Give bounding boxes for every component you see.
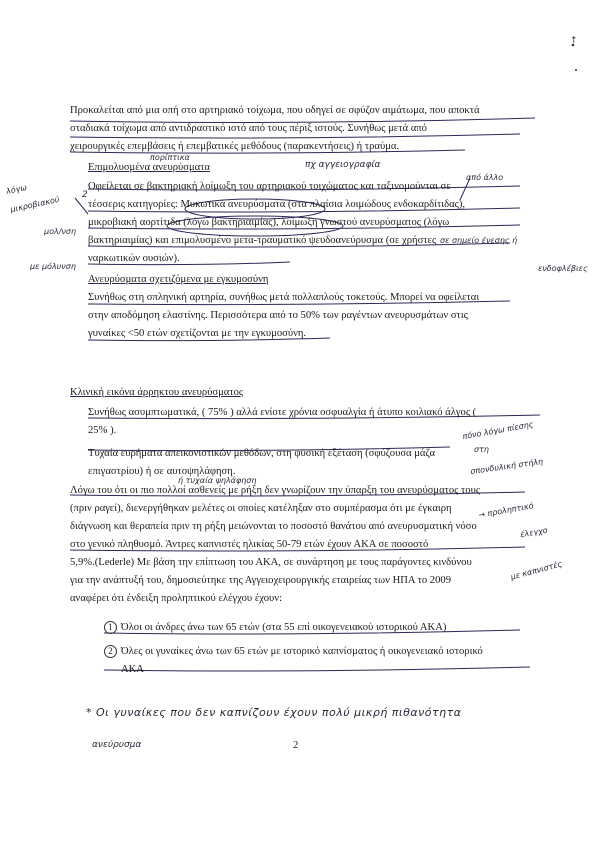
clinical-para-6: για την ανάπτυξή του, δημοσιεύτηκε της Αγγειοχειρουργικής εταιρείας των ΗΠΑ το 2009 [70,575,451,586]
hand-top-mark: ↑ [570,36,578,46]
infected-heading: Επιμολυσμένα ανευρύσματα [88,162,210,173]
infected-line-5: ναρκωτικών ουσιών). [88,253,180,264]
hand-note-right-2: ενδοφλέβιες [538,264,588,273]
infected-line-1: Οφείλεται σε βακτηριακή λοίμωξη του αρτηριακού τοιχώματος και ταξινομούνται σε [88,181,451,192]
pregnancy-line-2: στην αποδόμηση ελαστίνης. Περισσότερα από το 50% των ραγέντων ανευρυσμάτων στις [88,310,468,321]
screening-item-2 [104,645,483,659]
clinical-heading: Κλινική εικόνα άρρηκτου ανευρύσματος [70,387,244,398]
clinical-line-2: 25% ). [88,425,117,436]
clinical-line-4: επιγαστρίου) ή σε αυτοψηλάφηση. [88,466,236,477]
clinical-para-2: (πριν ραγεί), διενεργήθηκαν μελέτες οι οποίες κατέληξαν στο συμπέρασμα ότι με έγκαιρη [70,503,452,514]
item-number-2: 2 [104,645,117,658]
hand-note-left-2: μικροβιακού [9,194,61,215]
infected-line-2: τέσσερις κατηγορίες: Μυκωτικά ανευρύσματα (στα πλαίσια λοιμώδους ενδοκαρδίτιδας), [88,199,466,210]
clinical-para-5: 5,9%.(Lederle) Με βάση την επίπτωση του ΑΚΑ, σε συνάρτηση με τους παράγοντες κινδύνου [70,557,472,568]
hand-note-screen-1: → προληπτικό [477,501,535,520]
hand-note-from: από άλλο [466,173,504,182]
hand-note-infected-top: πορίπτικα [150,153,190,162]
hand-note-left-tiny: ή τυχαία ψηλάφηση [178,476,257,485]
hand-note-left-4: με μόλυνση [30,262,76,271]
pregnancy-heading: Ανευρύσματα σχετιζόμενα με εγκυμοσύνη [88,274,269,285]
clinical-line-1: Συνήθως ασυμπτωματικά, ( 75% ) αλλά ενίοτε χρόνια οσφυαλγία ή άτυπο κοιλιακό άλγος ( [88,407,477,418]
hand-note-left-1: λόγω [5,182,28,197]
hand-note-left-3: μολ/νση [44,227,77,236]
infected-line-3: μικροβιακή αορτίτιδα (λόγω βακτηριαιμίας), λοίμωξη γνωστού ανευρύσματος (λόγω [88,217,450,228]
screening-item-1-text: Όλοι οι άνδρες άνω των 65 ετών (στα 55 επί οικογενειακού ιστορικού ΑΚΑ) [121,622,447,633]
clinical-para-7: αναφέρει ότι ένδειξη προληπτικού ελέγχου έχουν: [70,593,283,604]
clinical-para-3: διάγνωση και θεραπεία πριν τη ρήξη μειώνονται το ποσοστό θανάτου από ανευρυσματική νόσο [70,521,477,532]
hand-note-clinical-2: στη [474,445,489,454]
hand-note-right-1: σε σημείο ένεσης ή [440,236,518,245]
pregnancy-line-1: Συνήθως στη σπληνική αρτηρία, συνήθως μετά πολλαπλούς τοκετούς. Μπορεί να οφείλεται [88,292,480,303]
item-number-1: 1 [104,621,117,634]
screening-item-2-cont: ΑΚΑ [121,664,144,675]
hand-note-infected-right: πχ αγγειογραφία [305,160,381,170]
hand-note-smoke: με καπνιστές [509,559,564,582]
clinical-para-4: στο γενικό πληθυσμό. Άντρες καπνιστές ηλικίας 50-79 ετών έχουν ΑΚΑ σε ποσοστό [70,539,429,550]
intro-line-3: χειρουργικές επεμβάσεις ή επεμβατικές μεθόδους (παρακεντήσεις) ή τραύμα. [70,141,400,152]
page-number: 2 [293,740,299,751]
hand-note-clinical-3: σπονδυλική στήλη [469,456,544,477]
screening-item-2-text: Όλες οι γυναίκες άνω των 65 ετών με ιστορικό καπνίσματος ή οικογενειακό ιστορικό [121,646,483,657]
pregnancy-line-3: γυναίκες <50 ετών σχετίζονται με την εγκυμοσύνη. [88,328,307,339]
hand-note-clinical-1: πόνο λόγω πίεσης [461,419,535,442]
clinical-line-3: Τυχαία ευρήματα απεικονιστικών μεθόδων, στη φυσική εξέταση (σφύζουσα μάζα [88,448,436,459]
hand-note-bottom-2: ανεύρυσμα [92,740,142,750]
hand-note-screen-2: έλεγχο [519,525,549,540]
infected-line-4: βακτηριαιμίας) και επιμολυσμένο μετα-τραυματικό ψευδοανεύρυσμα (σε χρήστες [88,235,437,246]
hand-note-num-2: 2 [82,190,88,200]
clinical-para-1: Λόγω του ότι οι πιο πολλοί ασθενείς με ρήξη δεν γνωρίζουν την ύπαρξη του ανευρύσματος τους [70,485,481,496]
hand-note-bottom-1: * Οι γυναίκες που δεν καπνίζουν έχουν πολύ μικρή πιθανότητα [86,706,462,719]
screening-item-1 [104,621,446,635]
intro-line-1: Προκαλείται από μια οπή στο αρτηριακό τοίχωμα, που οδηγεί σε σφύζον αιμάτωμα, που αποκτά [70,105,480,116]
intro-line-2: σταδιακά τοίχωμα από αντιδραστικό ιστό από τους πέριξ ιστούς. Συνήθως μετά από [70,123,427,134]
